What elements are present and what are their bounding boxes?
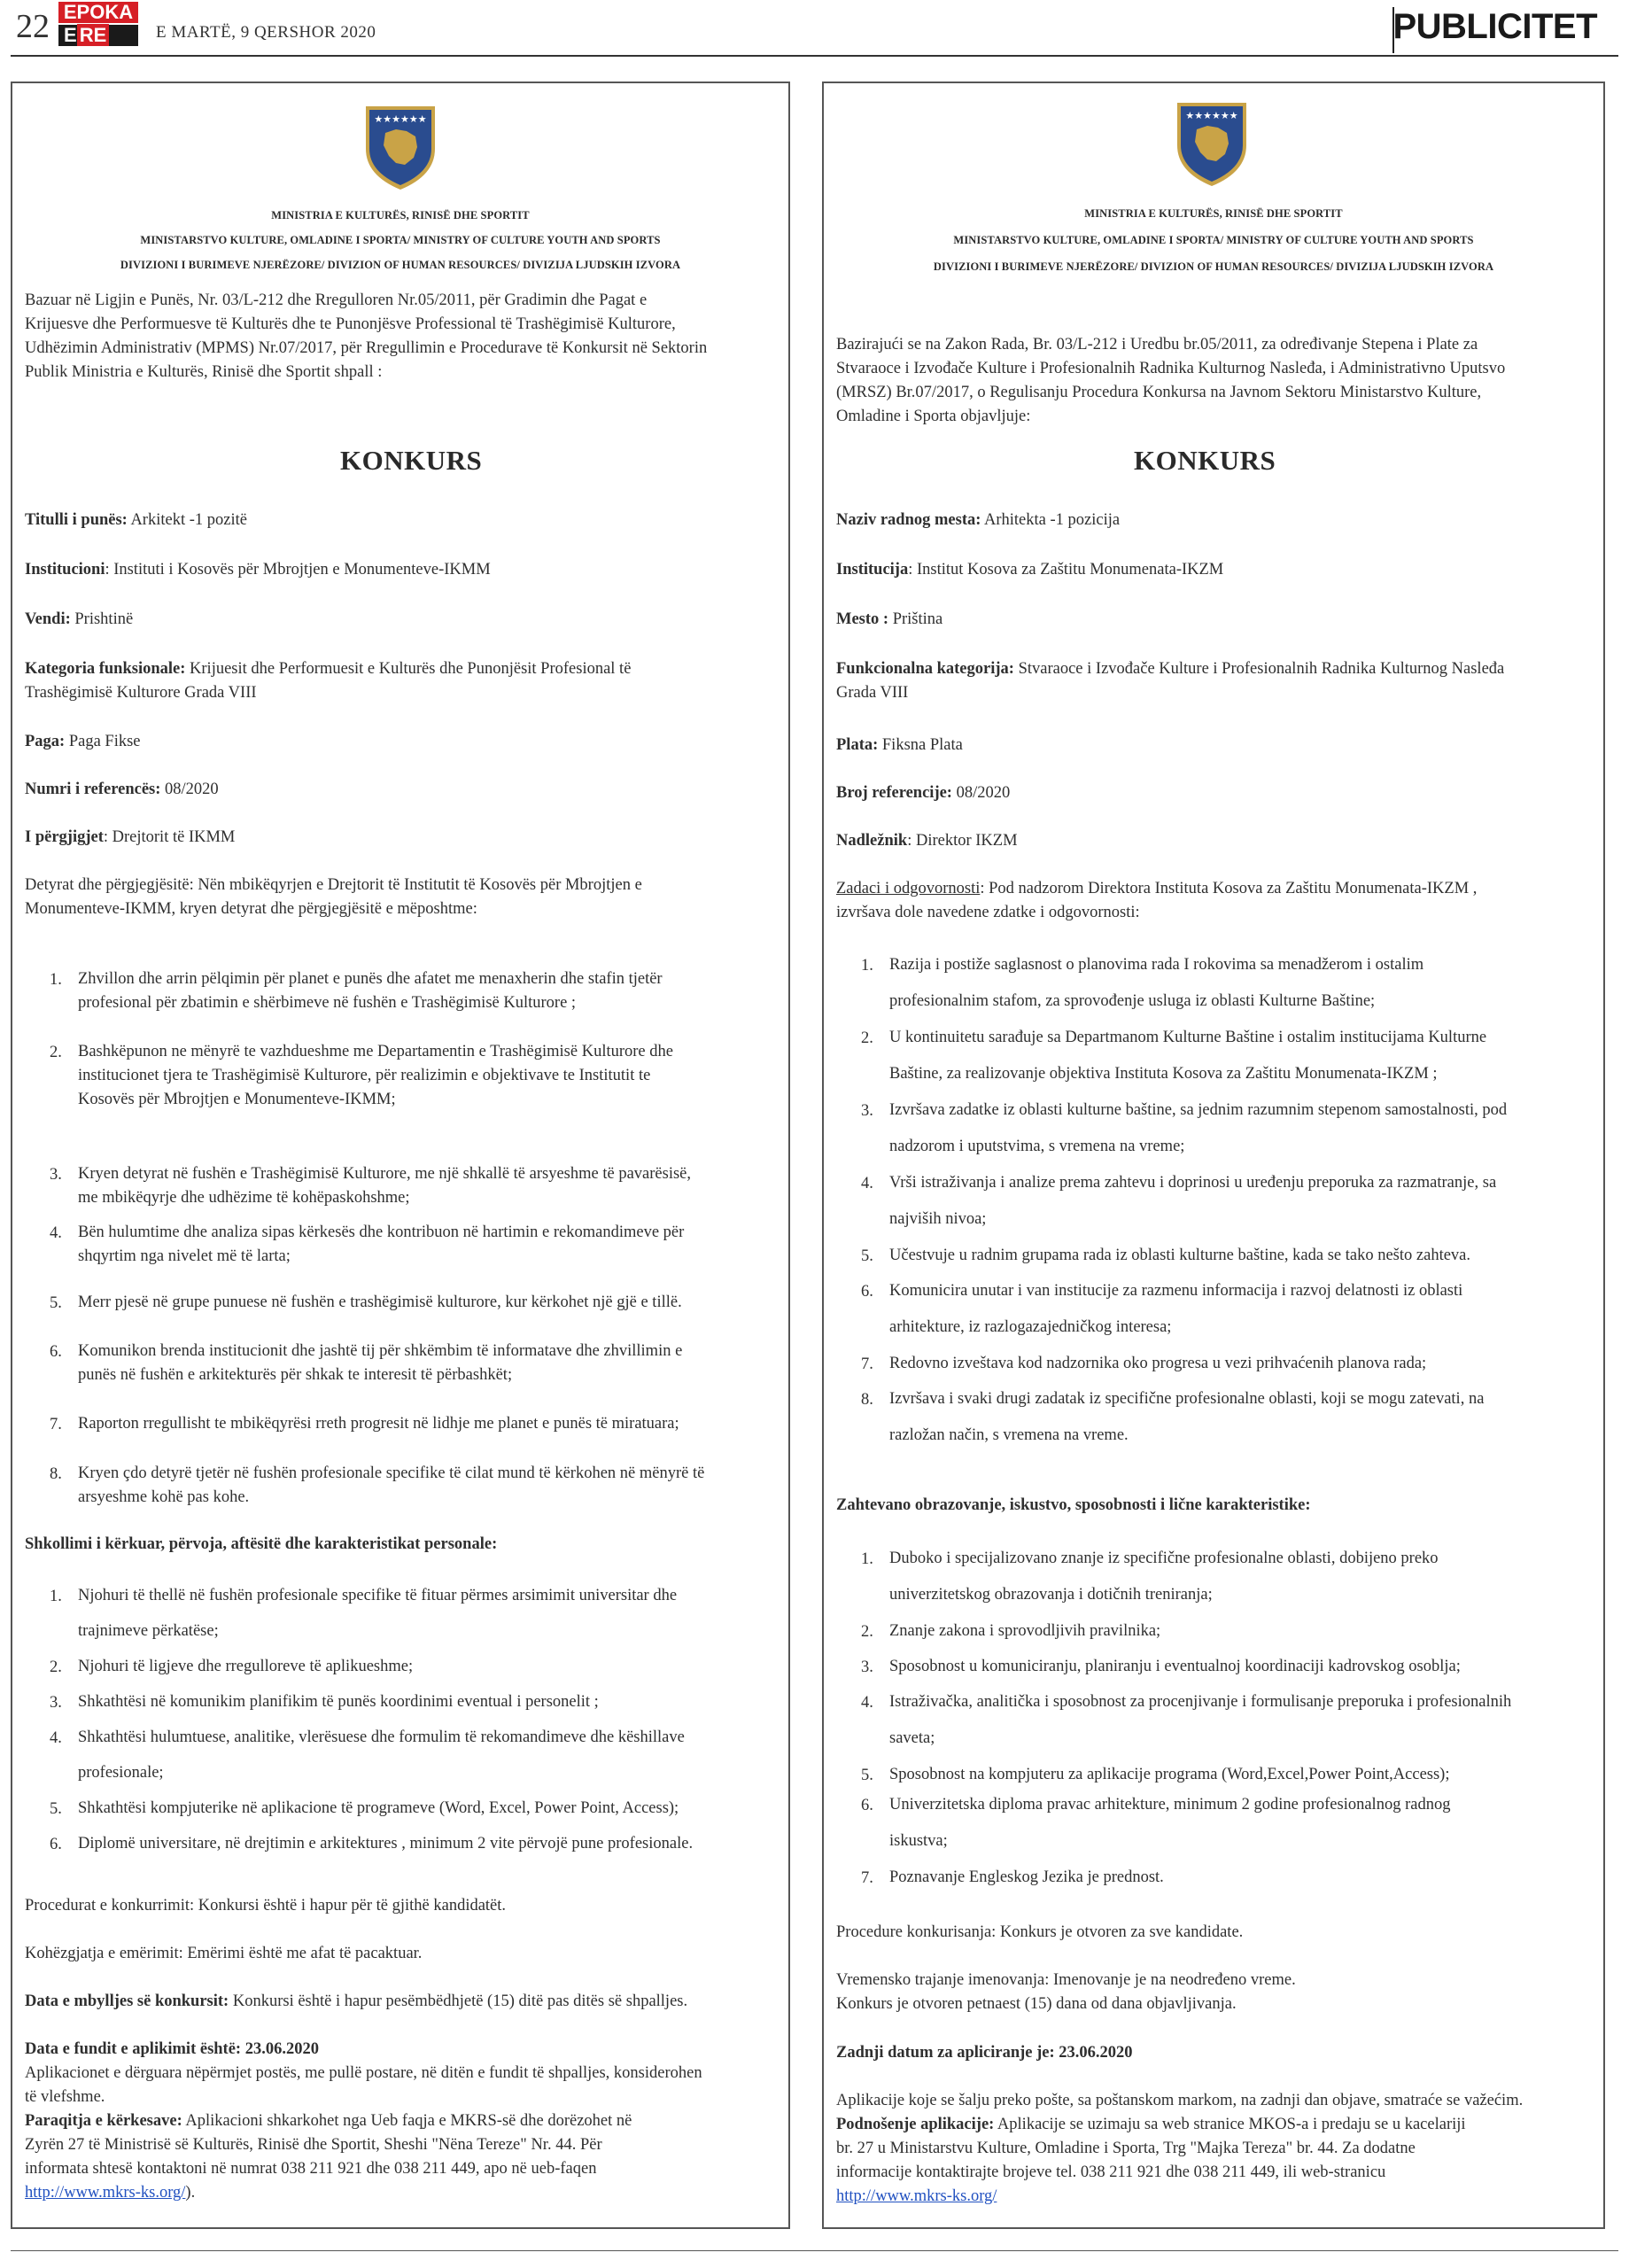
page-number: 22: [16, 8, 50, 45]
duty-item-cont: institucionet tjera te Trashëgimisë Kulturore, për realizimin e objektivave te Institutit te: [78, 1067, 651, 1084]
website-line: http://www.mkrs-ks.org/).: [25, 2184, 196, 2202]
duty-number: 4.: [50, 1224, 62, 1242]
requirement-number: 6.: [50, 1836, 62, 1853]
reference-field: Numri i referencës: 08/2020: [25, 781, 219, 798]
duty-number: 5.: [50, 1294, 62, 1312]
requirement-item: Istraživačka, analitička i sposobnost za procenjivanje i formulisanje preporuka i profesionalnih: [889, 1693, 1512, 1711]
kosovo-emblem-icon: [1172, 99, 1252, 188]
submission-text-cont: br. 27 u Ministarstvu Kulture, Omladine i Sporta, Trg "Majka Tereza" br. 44. Za dodatne: [836, 2140, 1416, 2157]
requirement-number: 1.: [861, 1550, 873, 1568]
requirement-number: 5.: [50, 1800, 62, 1818]
requirement-item: Duboko i specijalizovano znanje iz specifične profesionalne oblasti, dobijeno preko: [889, 1550, 1439, 1567]
duty-number: 5.: [861, 1247, 873, 1265]
duty-item-cont: arhitekture, iz razlogazajedničkog interesa;: [889, 1318, 1172, 1336]
institution-field: Institucija: Institut Kosova za Zaštitu Monumenata-IKZM: [836, 561, 1224, 579]
duty-item-cont: me mbikëqyrje dhe udhëzime të kohëpaskohshme;: [78, 1189, 410, 1207]
intro-line: Krijuesve dhe Performuesve të Kulturës dhe te Punonjësve Professional të Trashëgimisë Kulturore,: [25, 315, 676, 333]
place-field: Mesto : Priština: [836, 610, 943, 628]
requirement-number: 3.: [50, 1694, 62, 1712]
duty-item-cont: nadzorom i uputstvima, s vremena na vreme;: [889, 1138, 1185, 1155]
page-header: [0, 0, 1629, 55]
intro-line: Omladine i Sporta objavljuje:: [836, 408, 1031, 425]
duty-item: Komunicira unutar i van institucije za razmenu informacija i razvoj delatnosti iz oblasti: [889, 1282, 1463, 1300]
duties-intro: Zadaci i odgovornosti: Pod nadzorom Direktora Instituta Kosova za Zaštitu Monumenata-IKZM ,: [836, 880, 1478, 897]
duty-item: Raporton rregullisht te mbikëqyrësi rreth progresit në lidhje me planet e punës të miratuara;: [78, 1415, 679, 1433]
duty-item: Redovno izveštava kod nadzornika oko progresa u vezi prihvaćenih planova rada;: [889, 1355, 1427, 1372]
duty-item-cont: arsyeshme kohë pas kohe.: [78, 1488, 250, 1506]
duty-item-cont: razložan način, s vremena na vreme.: [889, 1426, 1129, 1444]
reports-to-field: I përgjigjet: Drejtorit të IKMM: [25, 828, 236, 846]
mail-note: Aplikacionet e dërguara nëpërmjet postës, me pullë postare, në ditën e fundit të shpalljes, konsiderohen: [25, 2064, 702, 2082]
requirement-item-cont: profesionale;: [78, 1764, 164, 1782]
requirement-item: Poznavanje Engleskog Jezika je prednost.: [889, 1868, 1164, 1886]
institution-field: Institucioni: Instituti i Kosovës për Mbrojtjen e Monumenteve-IKMM: [25, 561, 491, 579]
section-title: PUBLICITET: [1392, 7, 1597, 46]
notice-albanian: [11, 82, 790, 2229]
intro-line: Publik Ministria e Kulturës, Rinisë dhe Sportit shpall :: [25, 363, 383, 381]
mail-note-cont: të vlefshme.: [25, 2088, 105, 2106]
duty-item-cont: profesional për zbatimin e shërbimeve në fushën e Trashëgimisë Kulturore ;: [78, 994, 577, 1012]
submission-text: Paraqitja e kërkesave: Aplikacioni shkarkohet nga Ueb faqja e MKRS-së dhe dorëzohet në: [25, 2112, 632, 2130]
duty-number: 8.: [861, 1391, 873, 1409]
procedure-text: Procedure konkurisanja: Konkurs je otvoren za sve kandidate.: [836, 1923, 1244, 1941]
svg-text:★★★★★★: ★★★★★★: [374, 113, 427, 125]
category-field: Funkcionalna kategorija: Stvaraoce i Izvođače Kulture i Profesionalnih Radnika Kulturnog Nasleđa: [836, 660, 1505, 678]
duties-intro: Detyrat dhe përgjegjësitë: Nën mbikëqyrjen e Drejtorit të Institutit të Kosovës për Mbrojtjen e: [25, 876, 642, 894]
requirement-item-cont: iskustva;: [889, 1832, 948, 1850]
division-name: DIVIZIONI I BURIMEVE NJERËZORE/ DIVIZION OF HUMAN RESOURCES/ DIVIZIJA LJUDSKIH IZVORA: [120, 259, 681, 271]
reference-field: Broj referencije: 08/2020: [836, 784, 1011, 802]
duty-number: 7.: [50, 1416, 62, 1433]
closing-date-text: Data e mbylljes së konkursit: Konkursi është i hapur pesëmbëdhjetë (15) ditë pas ditës së shpallјes.: [25, 1992, 688, 2010]
requirement-number: 4.: [50, 1729, 62, 1747]
duty-item-cont: punës në fushën e arkitekturës për shkak te interesit të përbashkët;: [78, 1366, 513, 1384]
website-line: [836, 2185, 997, 2209]
duty-item: Učestvuje u radnim grupama rada iz oblasti kulturne baštine, kada se tako nešto zahteva.: [889, 1247, 1471, 1264]
requirement-number: 7.: [861, 1869, 873, 1887]
duty-item: Komunikon brenda institucionit dhe jashtë tij për shkëmbim të informatave dhe zhvillimin e: [78, 1342, 683, 1360]
intro-line: Bazuar në Ligjin e Punës, Nr. 03/L-212 dhe Rregulloren Nr.05/2011, për Gradimin dhe Pagat e: [25, 291, 648, 309]
duty-item: Zhvillon dhe arrin pëlqimin për planet e punës dhe afatet me menaxherin dhe stafin tjetër: [78, 970, 663, 988]
requirement-number: 6.: [861, 1797, 873, 1814]
svg-text:★★★★★★: ★★★★★★: [1185, 110, 1238, 121]
requirement-number: 1.: [50, 1588, 62, 1605]
duty-number: 8.: [50, 1465, 62, 1483]
konkurs-title: KONKURS: [340, 445, 483, 476]
intro-line: Udhëzimin Administrativ (MPMS) Nr.07/2017, për Rregullimin e Procedurave të Konkursit në Sektorin: [25, 339, 708, 357]
duty-number: 6.: [50, 1343, 62, 1361]
duration-text: Kohëzgjatja e emërimit: Emërimi është me afat të pacaktuar.: [25, 1945, 423, 1962]
duty-item-cont: profesionalnim stafom, za sprovođenje usluga iz oblasti Kulturne Baštine;: [889, 992, 1376, 1010]
bottom-rule: [11, 2250, 1618, 2251]
requirement-number: 5.: [861, 1767, 873, 1784]
duty-number: 3.: [50, 1166, 62, 1184]
intro-line: Stvaraoce i Izvođače Kulture i Profesionalnih Radnika Kulturnog Nasleđa, i Administrativno Uputsvo: [836, 360, 1506, 377]
requirement-item: Shkathtësi në komunikim planifikim të punës koordinimi eventual i personelit ;: [78, 1693, 599, 1711]
duty-item-cont: najviših nivoa;: [889, 1210, 987, 1228]
notice-serbian: [822, 82, 1605, 2229]
duty-number: 1.: [50, 971, 62, 989]
duty-item: Bashkëpunon ne mënyrë te vazhdueshme me Departamentin e Trashëgimisë Kulturore dhe: [78, 1043, 673, 1060]
duty-number: 6.: [861, 1283, 873, 1301]
duty-item: Razija i postiže saglasnost o planovima rada I rokovima sa menadžerom i ostalim: [889, 956, 1424, 974]
category-field-cont: Grada VIII: [836, 684, 909, 702]
duty-item: Bën hulumtime dhe analiza sipas kërkesës dhe kontribuon në hartimin e rekomandimeve për: [78, 1223, 685, 1241]
place-field: Vendi: Prishtinë: [25, 610, 134, 628]
job-title-field: Naziv radnog mesta: Arhitekta -1 pozicija: [836, 511, 1121, 529]
procedure-text: Procedurat e konkurrimit: Konkursi është i hapur për të gjithë kandidatët.: [25, 1897, 507, 1915]
requirement-number: 2.: [50, 1658, 62, 1676]
logo-bottom: E RE: [58, 25, 138, 46]
website-link[interactable]: http://www.mkrs-ks.org/: [836, 2187, 997, 2205]
duty-number: 2.: [50, 1044, 62, 1061]
salary-field: Paga: Paga Fikse: [25, 733, 141, 750]
duty-item: Izvršava i svaki drugi zadatak iz specifične profesionalne oblasti, koji se mogu zatevati, na: [889, 1390, 1485, 1408]
requirement-number: 2.: [861, 1623, 873, 1641]
duty-item: Kryen çdo detyrë tjetër në fushën profesionale specifike të cilat mund të kërkohen në mënyrë të: [78, 1464, 705, 1482]
reports-to-field: Nadležnik: Direktor IKZM: [836, 832, 1018, 850]
konkurs-title: KONKURS: [1134, 445, 1276, 476]
submission-text-cont: informacije kontaktirajte brojeve tel. 038 211 921 dhe 038 211 449, ili web-stranicu: [836, 2163, 1386, 2181]
ministry-name-translation: MINISTARSTVO KULTURE, OMLADINE I SPORTA/ MINISTRY OF CULTURE YOUTH AND SPORTS: [953, 234, 1474, 246]
requirement-item: Njohuri të ligjeve dhe rregulloreve të aplikueshme;: [78, 1658, 414, 1675]
duty-item: Kryen detyrat në fushën e Trashëgimisë Kulturore, me një shkallë të arsyeshme të pavarësisë,: [78, 1165, 691, 1183]
salary-field: Plata: Fiksna Plata: [836, 736, 963, 754]
duties-intro-cont: izvršava dole navedene zdatke i odgovornosti:: [836, 904, 1140, 921]
mail-note: Aplikacije koje se šalju preko pošte, sa poštanskom markom, na zadnji dan objave, smatraće se važećim.: [836, 2092, 1524, 2109]
ministry-name-translation: MINISTARSTVO KULTURE, OMLADINE I SPORTA/ MINISTRY OF CULTURE YOUTH AND SPORTS: [140, 234, 661, 246]
category-field-cont: Trashëgimisë Kulturore Grada VIII: [25, 684, 257, 702]
deadline-text: Data e fundit e aplikimit është: 23.06.2020: [25, 2040, 319, 2058]
requirement-item-cont: saveta;: [889, 1729, 935, 1747]
duty-item-cont: shqyrtim nga nivelet më të larta;: [78, 1247, 291, 1265]
requirements-heading: Zahtevano obrazovanje, iskustvo, sposobnosti i lične karakteristike:: [836, 1496, 1311, 1514]
duty-item: Izvršava zadatke iz oblasti kulturne baštine, sa jednim razumnim stepenom samostalnosti, pod: [889, 1101, 1508, 1119]
ministry-name: MINISTRIA E KULTURËS, RINISË DHE SPORTIT: [271, 209, 530, 221]
requirement-item: Univerzitetska diploma pravac arhitekture, minimum 2 godine profesionalnog radnog: [889, 1796, 1451, 1814]
duration-text-cont: Konkurs je otvoren petnaest (15) dana od dana objavljivanja.: [836, 1995, 1237, 2013]
duty-item-cont: Baštine, za realizovanje objektiva Instituta Kosova za Zaštitu Monumenata-IKZM ;: [889, 1065, 1438, 1083]
requirement-item-cont: trajnimeve përkatëse;: [78, 1622, 219, 1640]
submission-text-cont: informata shtesë kontaktoni në numrat 038 211 921 dhe 038 211 449, apo në ueb-faqen: [25, 2160, 597, 2178]
deadline-text: Zadnji datum za apliciranje je: 23.06.2020: [836, 2044, 1133, 2062]
intro-line: (MRSZ) Br.07/2017, o Regulisanju Procedura Konkursa na Javnom Sektoru Ministarstvo Kulture,: [836, 384, 1482, 401]
job-title-field: Titulli i punës: Arkitekt -1 pozitë: [25, 511, 247, 529]
duty-number: 7.: [861, 1355, 873, 1373]
header-rule: [11, 55, 1618, 57]
duties-intro-cont: Monumenteve-IKMM, kryen detyrat dhe përgjegjësitë e mëposhtme:: [25, 900, 477, 918]
kosovo-emblem-icon: [361, 103, 440, 191]
requirement-item: Sposobnost u komuniciranju, planiranju i eventualnoj koordinaciji kadrovskog osoblja;: [889, 1658, 1461, 1675]
newspaper-logo: [58, 2, 138, 46]
issue-date: E MARTË, 9 QERSHOR 2020: [156, 23, 376, 42]
duty-item: Vrši istraživanja i analize prema zahtevu i doprinosi u uređenju preporuka za razmatranje, sa: [889, 1174, 1497, 1192]
division-name: DIVIZIONI I BURIMEVE NJERËZORE/ DIVIZION OF HUMAN RESOURCES/ DIVIZIJA LJUDSKIH IZVORA: [933, 260, 1494, 273]
requirement-number: 4.: [861, 1694, 873, 1712]
duty-number: 3.: [861, 1102, 873, 1120]
requirement-item: Shkathtësi kompjuterike në aplikacione të programeve (Word, Excel, Power Point, Access);: [78, 1799, 679, 1817]
requirement-item: Diplomë universitare, në drejtimin e arkitektures , minimum 2 vite përvojë pune profesionale.: [78, 1835, 694, 1852]
submission-text-cont: Zyrën 27 të Ministrisë së Kulturës, Rinisë dhe Sportit, Sheshi "Nëna Tereze" Nr. 44. Për: [25, 2136, 602, 2154]
duty-number: 2.: [861, 1029, 873, 1047]
requirement-item: Njohuri të thellë në fushën profesionale specifike të fituar përmes arsimimit universitar dhe: [78, 1587, 678, 1604]
requirement-number: 3.: [861, 1658, 873, 1676]
requirement-item-cont: univerzitetskog obrazovanja i dotičnih treniranja;: [889, 1586, 1213, 1604]
duty-number: 4.: [861, 1175, 873, 1192]
submission-text: Podnošenje aplikacije: Aplikacije se uzimaju sa web stranice MKOS-a i predaju se u kacelariji: [836, 2116, 1466, 2133]
requirements-heading: Shkollimi i kërkuar, përvoja, aftësitë dhe karakteristikat personale:: [25, 1535, 498, 1553]
duration-text: Vremensko trajanje imenovanja: Imenovanje je na neodređeno vreme.: [836, 1971, 1296, 1989]
requirement-item: Sposobnost na kompjuteru za aplikacije programa (Word,Excel,Power Point,Access);: [889, 1766, 1450, 1783]
website-link[interactable]: http://www.mkrs-ks.org/: [25, 2184, 186, 2202]
duty-item: U kontinuitetu sarađuje sa Departmanom Kulturne Baštine i ostalim institucijama Kulturne: [889, 1029, 1487, 1046]
requirement-item: Znanje zakona i sprovodljivih pravilnika;: [889, 1622, 1161, 1640]
logo-top: EPOKA: [58, 2, 138, 23]
duty-item-cont: Kosovës për Mbrojtjen e Monumenteve-IKMM;: [78, 1091, 396, 1108]
ministry-name: MINISTRIA E KULTURËS, RINISË DHE SPORTIT: [1084, 207, 1343, 220]
intro-line: Bazirajući se na Zakon Rada, Br. 03/L-212 i Uredbu br.05/2011, za određivanje Stepena i Plate za: [836, 336, 1478, 353]
category-field: Kategoria funksionale: Krijuesit dhe Performuesit e Kulturës dhe Punonjësit Profesional të: [25, 660, 632, 678]
duty-item: Merr pjesë në grupe punuese në fushën e trashëgimisë kulturore, kur kërkohet një gjë e tillë.: [78, 1293, 682, 1311]
requirement-item: Shkathtësi hulumtuese, analitike, vlerësuese dhe formulim të rekomandimeve dhe këshillave: [78, 1728, 685, 1746]
duty-number: 1.: [861, 957, 873, 975]
